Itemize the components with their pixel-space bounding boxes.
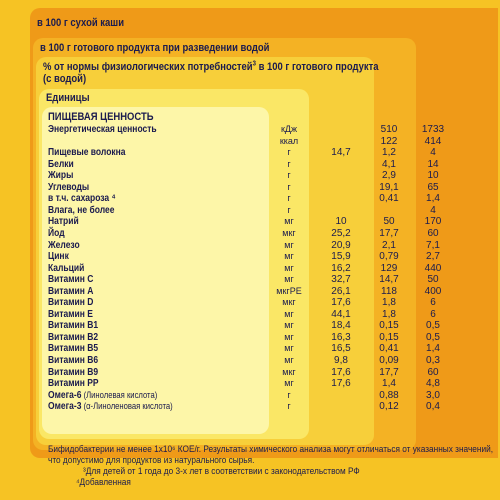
percent-norm-value: 16,3: [331, 331, 351, 343]
prepared-value: 0,15: [379, 320, 399, 332]
percent-norm-value: 25,2: [331, 227, 351, 239]
nutrient-name-text: Углеводы: [48, 181, 90, 193]
nutrient-name: [48, 147, 125, 158]
header-prepared: в 100 г готового продукта при разведении водой: [40, 42, 270, 54]
dry-value: 3,0: [426, 389, 440, 401]
nutrient-unit: г: [287, 158, 291, 169]
header-units: Единицы: [46, 92, 90, 104]
nutrient-name-text: Влага, не более: [48, 204, 115, 216]
percent-norm-value: 16,5: [331, 343, 351, 355]
prepared-value: 2,9: [382, 170, 396, 182]
nutrient-name-text: Железо: [48, 239, 80, 251]
nutrient-name: [48, 332, 98, 343]
nutrient-name-text: Пищевые волокна: [48, 147, 126, 159]
nutrient-unit: мг: [284, 320, 294, 331]
prepared-value: 0,88: [379, 389, 399, 401]
percent-norm-value: 15,9: [331, 251, 351, 263]
percent-norm-value: 26,1: [331, 285, 351, 297]
nutrient-unit: мкг: [282, 366, 296, 377]
prepared-value: 2,1: [382, 239, 396, 251]
dry-value: 400: [424, 285, 442, 297]
nutrient-name-text: Кальций: [48, 262, 85, 274]
prepared-value: 1,2: [382, 147, 396, 159]
dry-value: 4: [430, 204, 436, 216]
dry-value: 1,4: [426, 193, 440, 205]
prepared-value: 4,1: [382, 158, 396, 170]
dry-value: 4: [430, 147, 436, 159]
nutrient-unit: ккал: [279, 135, 299, 146]
nutrient-name: [48, 355, 98, 366]
nutrient-name: [48, 343, 98, 354]
dry-value: 170: [424, 216, 442, 228]
nutrient-unit: мг: [284, 262, 294, 273]
prepared-value: 0,41: [379, 343, 399, 355]
nutrient-name: [48, 170, 73, 181]
dry-value: 60: [427, 366, 439, 378]
nutrient-name: [48, 182, 89, 193]
nutrient-name: [48, 216, 79, 227]
nutrient-name: [48, 286, 93, 297]
nutrient-name: [48, 367, 98, 378]
dry-value: 1,4: [426, 343, 440, 355]
prepared-value: 0,41: [379, 193, 399, 205]
nutrient-name: [48, 124, 157, 135]
nutrient-name-text: Витамин В6: [48, 355, 99, 366]
nutrient-unit: кДж: [280, 124, 298, 134]
prepared-value: 0,79: [379, 251, 399, 263]
header-dry: в 100 г сухой каши: [37, 17, 125, 29]
nutrient-name-text: Витамин В2: [48, 331, 99, 343]
nutrient-unit: г: [287, 181, 291, 192]
dry-value: 4,8: [426, 378, 440, 390]
nutrient-name: [48, 263, 84, 274]
nutrient-unit: г: [287, 170, 291, 181]
nutrient-name-text: Жиры: [48, 170, 74, 182]
nutrient-name-text: Витамин Е: [48, 308, 93, 320]
nutrient-unit: мг: [284, 343, 294, 354]
header-percent-norm-line2: (с водой): [43, 73, 87, 85]
dry-value: 6: [430, 308, 436, 320]
percent-norm-value: 32,7: [331, 274, 351, 286]
nutrient-unit: мг: [284, 308, 294, 319]
nutrient-name: [48, 228, 65, 239]
percent-norm-value: 17,6: [331, 366, 351, 378]
nutrient-unit: г: [287, 147, 291, 158]
nutrient-name-text: Энергетическая ценность: [48, 124, 157, 135]
dry-value: 440: [424, 262, 442, 274]
nutrient-name-text: Витамин В1: [48, 320, 99, 332]
dry-value: 0,5: [426, 320, 440, 332]
nutrient-unit: мкгРЕ: [276, 285, 302, 296]
nutrient-name: [48, 378, 99, 389]
nutrient-unit: г: [287, 401, 291, 412]
prepared-value: 0,15: [379, 331, 399, 343]
header-percent-text-b: в 100 г готового продукта: [255, 61, 379, 73]
nutrient-name: [48, 320, 98, 331]
nutrient-unit: мг: [284, 216, 294, 227]
footnote-3: ³Для детей от 1 года до 3-х лет в соответствии с законодательством РФ: [83, 466, 360, 476]
prepared-value: 17,7: [379, 366, 399, 378]
nutrient-name-text: Витамин D: [48, 297, 94, 309]
percent-norm-value: 20,9: [331, 239, 351, 251]
nutrient-name: [48, 193, 116, 204]
header-percent-norm: [43, 61, 378, 74]
prepared-value: 1,8: [382, 297, 396, 309]
nutrient-unit: мг: [284, 251, 294, 262]
percent-norm-value: 17,6: [331, 297, 351, 309]
percent-norm-value: 9,8: [334, 355, 348, 366]
percent-norm-value: 14,7: [331, 147, 351, 159]
nutrient-name: [48, 159, 74, 170]
nutrient-unit: мкг: [282, 297, 296, 308]
prepared-value: 19,1: [379, 181, 399, 193]
prepared-value: 122: [380, 135, 398, 147]
nutrient-name: [48, 205, 114, 216]
nutrient-name-text: Витамин В9: [48, 366, 99, 378]
prepared-value: 17,7: [379, 227, 399, 239]
prepared-value: 14,7: [379, 274, 399, 286]
nutrient-name-text: Омега-3: [48, 401, 82, 413]
footnote-2: что допустимо для продуктов из натурального сырья.: [48, 455, 255, 465]
nutrient-name-text: Витамин А: [48, 285, 94, 297]
dry-value: 1733: [421, 124, 445, 135]
nutrient-name-text: Белки: [48, 158, 74, 170]
nutrient-unit: мг: [284, 239, 294, 250]
dry-value: 65: [427, 181, 439, 193]
nutrient-note: (α-Линоленовая кислота): [81, 401, 173, 412]
dry-value: 414: [424, 135, 442, 147]
prepared-value: 1,8: [382, 308, 396, 320]
prepared-value: 118: [381, 285, 397, 297]
prepared-value: 510: [380, 124, 398, 135]
header-percent-footnote-mark: 3: [252, 60, 256, 68]
nutrient-unit: г: [287, 204, 291, 215]
dry-value: 0,5: [426, 331, 440, 343]
prepared-value: 50: [383, 216, 395, 228]
nutrient-name: [48, 274, 93, 285]
nutrient-name: [48, 240, 80, 251]
dry-value: 0,4: [426, 401, 440, 413]
prepared-value: 129: [380, 262, 398, 274]
percent-norm-value: 18,4: [331, 320, 351, 332]
prepared-value: 0,09: [379, 355, 399, 366]
dry-value: 50: [427, 274, 439, 286]
prepared-value: 0,12: [379, 401, 399, 413]
nutrient-unit: г: [287, 193, 291, 204]
nutrient-name-text: Йод: [48, 227, 65, 239]
header-percent-text: % от нормы физиологических потребностей: [43, 61, 253, 73]
nutrient-name-text: Витамин В5: [48, 343, 99, 355]
percent-norm-value: 16,2: [331, 262, 351, 274]
footnote-4: ⁴Добавленная: [76, 477, 131, 487]
dry-value: 2,7: [426, 251, 440, 263]
nutrient-name-text: Омега-6: [48, 389, 82, 401]
nutrient-unit: мг: [284, 355, 294, 365]
nutrient-name: [48, 309, 93, 320]
nutrient-unit: мг: [284, 331, 294, 342]
dry-value: 6: [430, 297, 436, 309]
percent-norm-value: 10: [335, 216, 347, 228]
nutrient-name-text: в т.ч. сахароза ⁴: [48, 193, 116, 205]
dry-value: 0,3: [426, 355, 440, 366]
nutrient-name-text: Витамин РР: [48, 378, 99, 390]
nutrient-unit: мг: [284, 274, 294, 285]
nutrient-name-text: Натрий: [48, 216, 79, 228]
nutrient-name-text: Витамин С: [48, 274, 94, 286]
prepared-value: 1,4: [382, 378, 396, 390]
nutrient-unit: мг: [284, 378, 294, 389]
percent-norm-value: 17,6: [331, 378, 351, 390]
nutrient-name: [48, 390, 157, 401]
nutrient-unit: мкг: [282, 227, 296, 238]
nutrient-unit: г: [287, 389, 291, 400]
section-title: ПИЩЕВАЯ ЦЕННОСТЬ: [48, 111, 154, 123]
dry-value: 14: [427, 158, 439, 170]
dry-value: 60: [427, 227, 439, 239]
footnote-1: Бифидобактерии не менее 1х10⁶ КОЕ/г. Результаты химического анализа могут отличаться от указанных значений,: [48, 444, 494, 454]
nutrient-name: [48, 297, 93, 308]
percent-norm-value: 44,1: [331, 308, 351, 320]
dry-value: 10: [427, 170, 439, 182]
nutrient-note: (Линолевая кислота): [81, 389, 158, 400]
nutrient-name: [48, 251, 69, 262]
dry-value: 7,1: [426, 239, 440, 251]
nutrient-name: [48, 401, 173, 412]
nutrient-name-text: Цинк: [48, 251, 69, 263]
